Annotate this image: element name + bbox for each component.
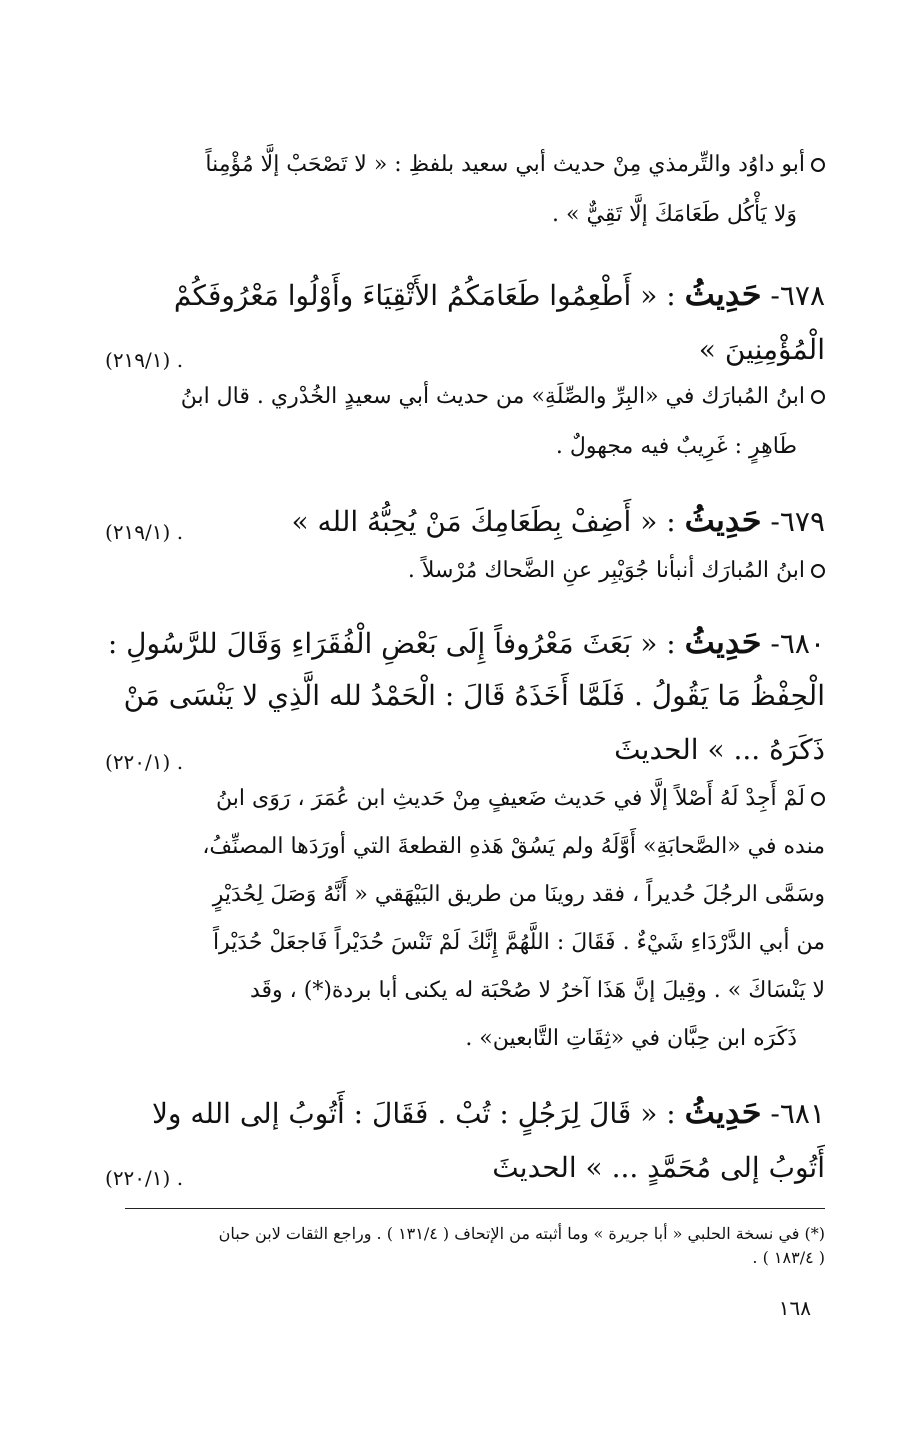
note-line: [105, 546, 825, 596]
page-number: ١٦٨: [778, 1296, 811, 1320]
hadith-line: [105, 614, 825, 672]
note-text: أبو داوُد والتِّرمذي مِنْ حديث أبي سعيد بلفظِ : « لا تَصْحَبْ إلَّا مُؤْمِناً: [205, 152, 805, 177]
hadith-text: : « بَعَثَ مَعْرُوفاً إِلَى بَعْضِ الْفُقَرَاءِ وَقَالَ للرَّسُولِ :: [107, 627, 676, 660]
note-line: [105, 140, 825, 190]
circle-marker-icon: [811, 390, 825, 404]
note-line: [105, 1014, 825, 1064]
hadith-text: الْمُؤْمِنِينَ »: [698, 333, 825, 366]
hadith-number: ٦٧٩-: [770, 505, 825, 538]
hadith-678: [105, 266, 825, 386]
hadith-line: [105, 266, 825, 324]
hadith-line: [105, 722, 825, 778]
note-block-intro: [105, 140, 825, 250]
circle-marker-icon: [811, 792, 825, 806]
note-block-678: [105, 372, 825, 472]
hadith-reference: (٢٢٠/١) .: [105, 1166, 184, 1190]
footnote-divider: [125, 1208, 825, 1209]
note-line: [105, 774, 825, 824]
footnote-line: ( ١٨٣/٤ ) .: [752, 1248, 825, 1267]
hadith-keyword: حَدِيثُ: [684, 275, 762, 313]
note-text: لَمْ أَجِدْ لَهُ أَصْلاً إلَّا في حَديث ضَعيفٍ مِنْ حَديثِ ابن عُمَرَ ، رَوَى ابنُ: [216, 786, 805, 811]
circle-marker-icon: [811, 158, 825, 172]
circle-marker-icon: [811, 564, 825, 578]
note-line: [105, 372, 825, 422]
note-text: وَلا يَأْكُل طَعَامَكَ إلَّا تَقِيٌّ » .: [552, 202, 797, 227]
note-text: من أبي الدَّرْدَاءِ شَيْءٌ . فَقَالَ : اللَّهُمَّ إِنَّكَ لَمْ تَنْسَ حُدَيْراً فَاجعَلْ حُدَيْراً: [212, 930, 825, 955]
hadith-reference: (٢٢٠/١) .: [105, 750, 184, 774]
note-line: [105, 822, 825, 872]
note-text: وسَمَّى الرجُلَ حُديراً ، فقد روينَا من طريق البَيْهَقي « أَنَّهُ وَصَلَ لِحُدَيْرٍ: [212, 882, 825, 907]
hadith-number: ٦٨٠-: [770, 627, 825, 660]
hadith-keyword: حَدِيثُ: [684, 1093, 762, 1131]
note-line: [105, 190, 825, 240]
hadith-text: : « أَطْعِمُوا طَعَامَكُمُ الأَتْقِيَاءَ وأَوْلُوا مَعْرُوفَكُمْ: [173, 279, 676, 312]
note-text: منده في «الصَّحابَةِ» أَوَّلَهُ ولم يَسُقْ هَذهِ القطعةَ التي أورَدَها المصنِّفُ،: [202, 834, 825, 859]
hadith-line: [105, 668, 825, 724]
footnote-line: (*) في نسخة الحلبي « أبا جريرة » وما أثبته من الإتحاف ( ١٣١/٤ ) . وراجع الثقات لابن حبان: [218, 1224, 825, 1243]
note-text: ابنُ المُبارَك أنبأنا جُوَيْبِر عنِ الضَّحاك مُرْسلاً .: [407, 558, 805, 583]
hadith-reference: (٢١٩/١) .: [105, 520, 184, 544]
hadith-text: : « أَضِفْ بِطَعَامِكَ مَنْ يُحِبُّهُ الله »: [291, 505, 676, 538]
hadith-keyword: حَدِيثُ: [684, 623, 762, 661]
hadith-number: ٦٧٨-: [770, 279, 825, 312]
hadith-line: [105, 1084, 825, 1142]
hadith-number: ٦٨١-: [770, 1097, 825, 1130]
note-text: طَاهِرٍ : غَرِيبٌ فيه مجهولٌ .: [555, 434, 797, 459]
note-line: [105, 422, 825, 472]
note-line: [105, 966, 825, 1016]
hadith-keyword: حَدِيثُ: [684, 501, 762, 539]
note-text: ابنُ المُبارَك في «البِرِّ والصِّلَةِ» من حديث أبي سعيدٍ الخُدْري . قال ابنُ: [180, 384, 805, 409]
hadith-reference: (٢١٩/١) .: [105, 348, 184, 372]
note-block-679: [105, 546, 825, 596]
note-line: [105, 918, 825, 968]
hadith-text: أَتُوبُ إلى مُحَمَّدٍ ... » الحديثَ: [492, 1151, 825, 1184]
note-text: لا يَنْسَاكَ » . وقِيلَ إنَّ هَذَا آخرُ لا صُحْبَة له يكنى أبا بردة(*) ، وقَد: [249, 978, 825, 1003]
note-text: ذَكَرَه ابن حِبَّان في «ثِقَاتِ التَّابعين» .: [465, 1026, 797, 1051]
note-block-680: [105, 774, 825, 1074]
hadith-text: ذَكَرَهُ ... » الحديثَ: [614, 733, 825, 766]
hadith-text: : « قَالَ لِرَجُلٍ : تُبْ . فَقَالَ : أَتُوبُ إلى الله ولا: [151, 1097, 676, 1130]
footnote: [85, 1222, 825, 1270]
hadith-679: [105, 492, 825, 552]
note-line: [105, 870, 825, 920]
hadith-680: [105, 614, 825, 784]
hadith-line: [105, 492, 825, 550]
hadith-line: [105, 322, 825, 378]
hadith-text: الْحِفْظُ مَا يَقُولُ . فَلَمَّا أَخَذَهُ قَالَ : الْحَمْدُ لله الَّذِي لا يَنْسَى مَنْ: [123, 679, 825, 712]
hadith-681: [105, 1084, 825, 1200]
hadith-line: [105, 1140, 825, 1196]
